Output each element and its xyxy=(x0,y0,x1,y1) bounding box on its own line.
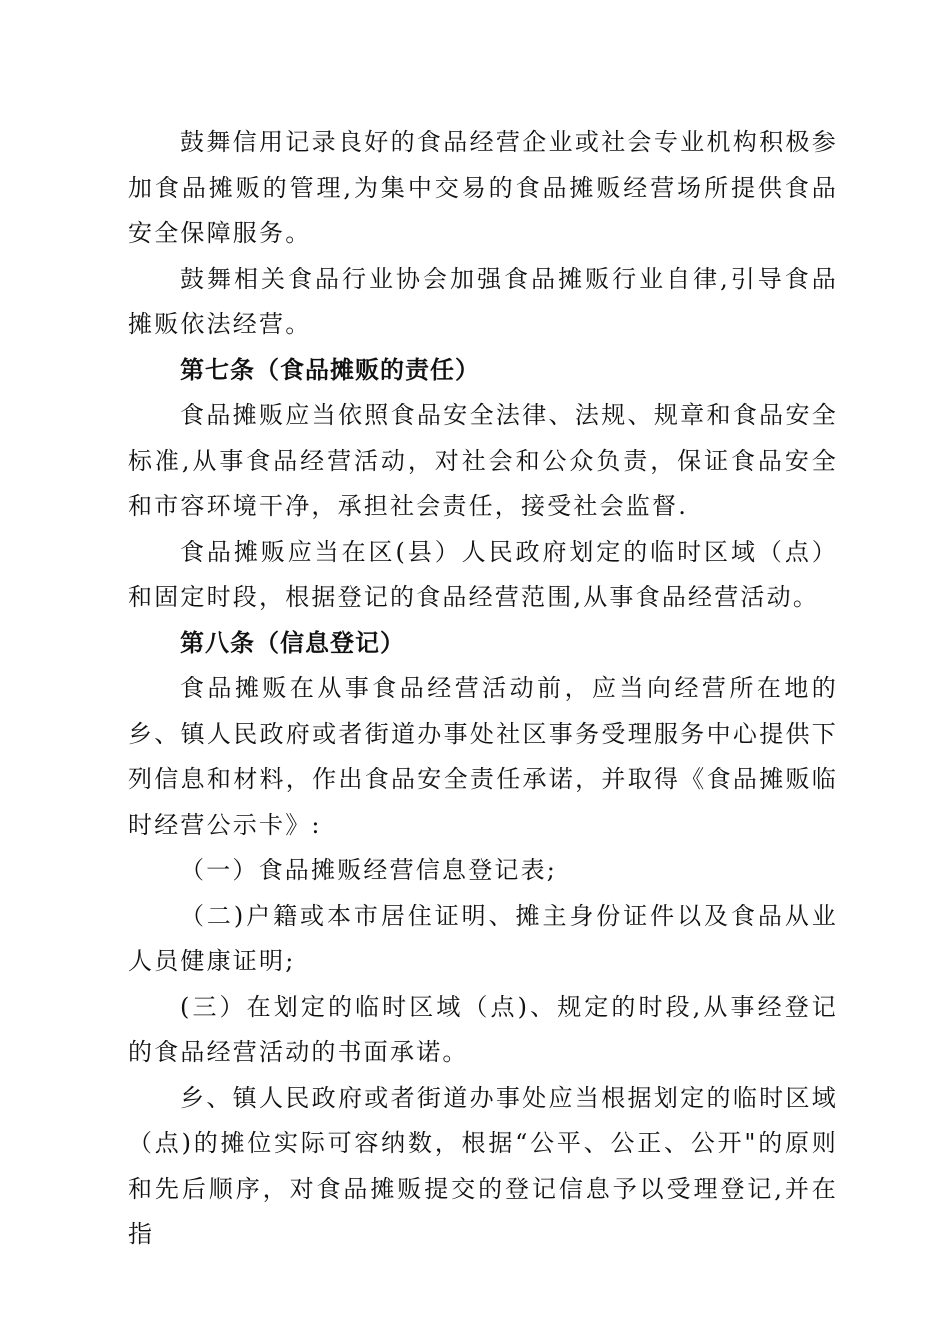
paragraph-registration-requirement: 食品摊贩在从事食品经营活动前，应当向经营所在地的乡、镇人民政府或者街道办事处社区事务受理服务中心提供下列信息和材料，作出食品安全责任承诺，并取得《食品摊贩临时经营公示卡》: xyxy=(128,674,838,839)
paragraph-encourage-associations: 鼓舞相关食品行业协会加强食品摊贩行业自律,引导食品摊贩依法经营。 xyxy=(128,264,838,338)
paragraph-designated-area: 食品摊贩应当在区(县）人民政府划定的临时区域（点）和固定时段，根据登记的食品经营范围,从事食品经营活动。 xyxy=(128,537,838,611)
list-item-1: （一）食品摊贩经营信息登记表; xyxy=(180,856,558,884)
document-body xyxy=(128,120,838,1258)
paragraph-encourage-enterprises: 鼓舞信用记录良好的食品经营企业或社会专业机构积极参加食品摊贩的管理,为集中交易的食品摊贩经营场所提供食品安全保障服务。 xyxy=(128,128,838,247)
list-item-3: (三）在划定的临时区域（点)、规定的时段,从事经登记的食品经营活动的书面承诺。 xyxy=(128,992,838,1066)
list-item-2: （二)户籍或本市居住证明、摊主身份证件以及食品从业人员健康证明; xyxy=(128,901,838,975)
paragraph-vendor-responsibility: 食品摊贩应当依照食品安全法律、法规、规章和食品安全标准,从事食品经营活动，对社会和公众负责，保证食品安全和市容环境干净，承担社会责任，接受社会监督. xyxy=(128,401,838,520)
article-8-heading: 第八条（信息登记） xyxy=(180,628,405,657)
paragraph-registration-acceptance: 乡、镇人民政府或者街道办事处应当根据划定的临时区域（点)的摊位实际可容纳数，根据“公平、公正、公开"的原则和先后顺序，对食品摊贩提交的登记信息予以受理登记,并在指 xyxy=(128,1083,838,1248)
article-7-heading: 第七条（食品摊贩的责任） xyxy=(180,355,480,384)
